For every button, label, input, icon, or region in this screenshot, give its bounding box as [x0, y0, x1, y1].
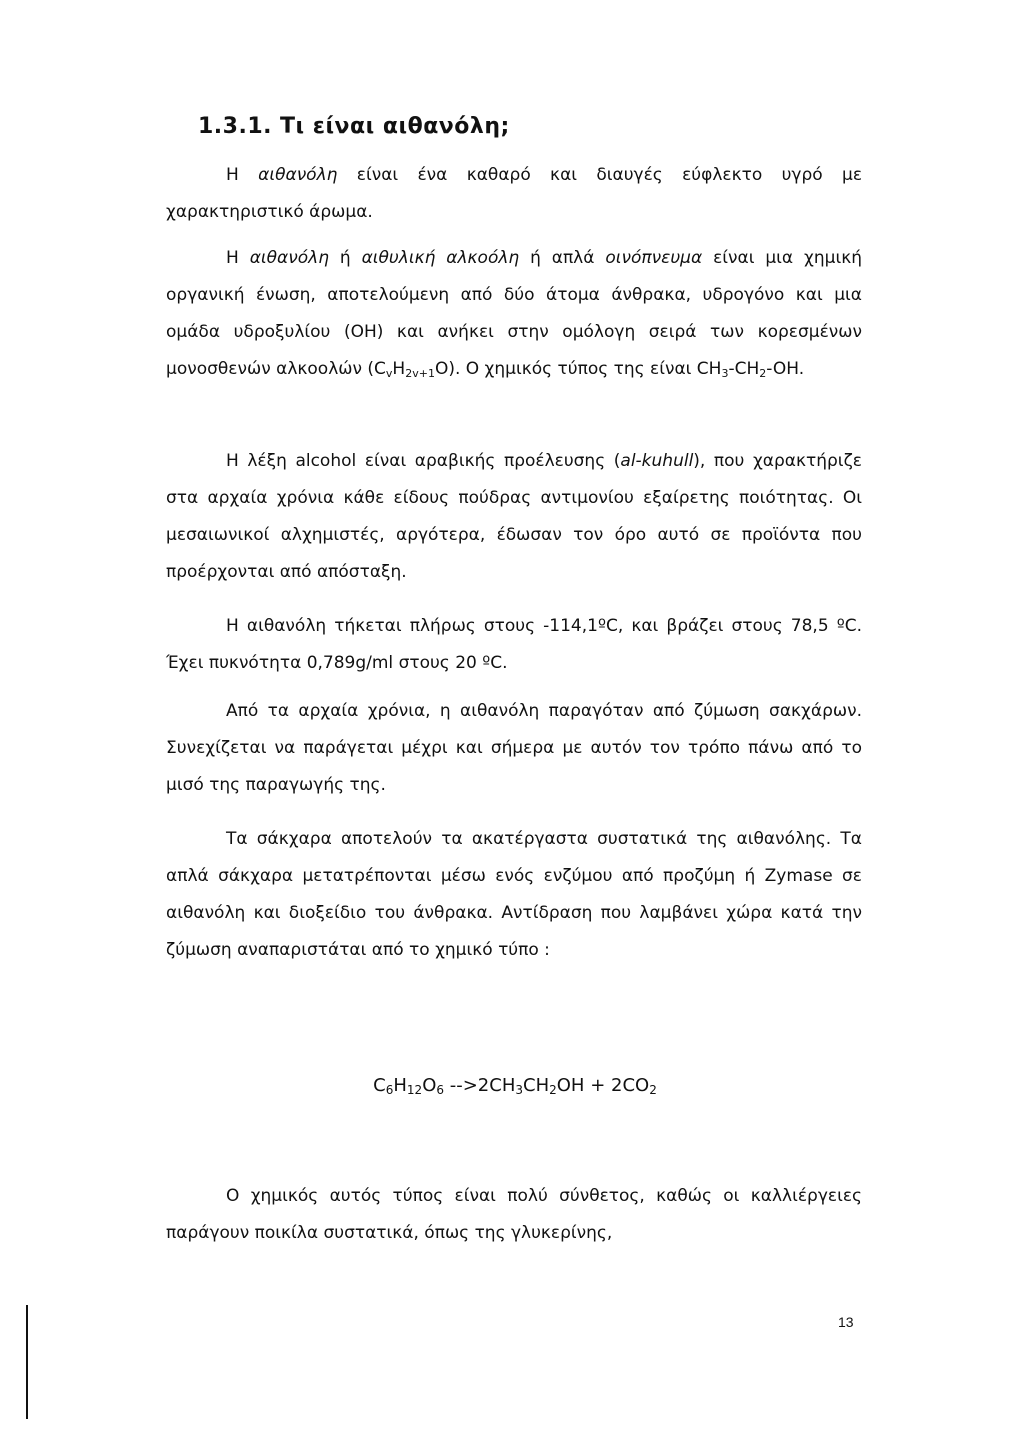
subscript: v	[385, 367, 393, 380]
formula-subscript: 6	[385, 1083, 394, 1097]
text-run: -OH.	[766, 359, 805, 379]
formula-part: OH + 2CO	[556, 1075, 650, 1096]
paragraph-etymology	[166, 443, 862, 591]
text-run: Η αιθανόλη τήκεται πλήρως στους -114,1ºC, και βράζει στους 78,5 ºC. Έχει πυκνότητα 0,789g/ml στους 20 ºC.	[166, 616, 862, 673]
subscript: 2v+1	[405, 367, 435, 380]
text-run: Ο χημικός αυτός τύπος είναι πολύ σύνθετος, καθώς οι καλλιέργειες παράγουν ποικίλα συστατικά, όπως της γλυκερίνης,	[166, 1186, 862, 1243]
margin-rule	[26, 1305, 28, 1419]
section-title: Τι είναι αιθανόλη;	[280, 114, 510, 139]
paragraph-chemistry	[166, 240, 862, 392]
text-run: -CH	[728, 359, 760, 379]
formula-subscript: 2	[549, 1083, 557, 1097]
subscript: 2	[759, 367, 767, 380]
text-run: Η	[226, 248, 250, 268]
text-run: Τα σάκχαρα αποτελούν τα ακατέργαστα συστατικά της αιθανόλης. Τα απλά σάκχαρα μετατρέπονται μέσω ενός ενζύμου από προζύμη ή Zymase σε αιθανόλη και διοξείδιο του άνθρακα. Αντίδραση που λαμβάνει χώρα κατά την ζύμωση αναπαριστάται από το χημικό τύπο :	[166, 829, 862, 960]
paragraph-fermentation	[166, 821, 862, 969]
text-run: είναι μια χημική οργανική ένωση, αποτελούμενη από δύο άτομα άνθρακα, υδρογόνο και μια ομάδα υδροξυλίου (ΟΗ) και ανήκει στην ομόλογη σειρά των κορεσμένων μονοσθενών αλκοολών (C	[166, 248, 862, 379]
text-run: Από τα αρχαία χρόνια, η αιθανόλη παραγόταν από ζύμωση σακχάρων. Συνεχίζεται να παράγεται μέχρι και σήμερα με αυτόν τον τρόπο πάνω από το μισό της παραγωγής της.	[166, 701, 862, 795]
formula-part: CH	[523, 1075, 550, 1096]
paragraph-complexity	[166, 1178, 862, 1252]
chemical-equation	[0, 1075, 1024, 1097]
text-run: Η λέξη alcohol είναι αραβικής προέλευσης (	[226, 451, 621, 471]
text-run: Η	[226, 165, 259, 185]
text-run: O). Ο χημικός τύπος της είναι CH	[434, 359, 722, 379]
section-number: 1.3.1.	[198, 114, 272, 139]
paragraph-definition	[166, 157, 862, 231]
section-heading	[198, 114, 510, 139]
paragraph-properties	[166, 608, 862, 682]
text-run: ή απλά	[519, 248, 606, 268]
italic-term: αιθυλική αλκοόλη	[361, 248, 520, 268]
italic-term: αιθανόλη	[258, 165, 338, 185]
formula-part: -->2CH	[444, 1075, 516, 1096]
formula-subscript: 2	[649, 1083, 657, 1097]
text-run: ή	[329, 248, 362, 268]
page-number: 13	[838, 1314, 854, 1330]
formula-part: C	[373, 1075, 386, 1096]
paragraph-history	[166, 693, 862, 804]
formula-subscript: 12	[406, 1083, 423, 1097]
text-run: ), που χαρακτήριζε στα αρχαία χρόνια κάθε είδους πούδρας αντιμονίου εξαίρετης ποιότητας. Οι μεσαιωνικοί αλχημιστές, αργότερα, έδωσαν τον όρο αυτό σε προϊόντα που προέρχονται από απόσταξη.	[166, 451, 862, 582]
italic-term: οινόπνευμα	[605, 248, 703, 268]
text-run: H	[392, 359, 406, 379]
formula-subscript: 6	[436, 1083, 445, 1097]
subscript: 3	[721, 367, 729, 380]
italic-term: al-kuhull	[620, 451, 694, 471]
italic-term: αιθανόλη	[249, 248, 329, 268]
text-run: είναι ένα καθαρό και διαυγές εύφλεκτο υγρό με χαρακτηριστικό άρωμα.	[166, 165, 863, 222]
formula-part: O	[422, 1075, 437, 1096]
formula-part: H	[393, 1075, 407, 1096]
formula-subscript: 3	[515, 1083, 524, 1097]
